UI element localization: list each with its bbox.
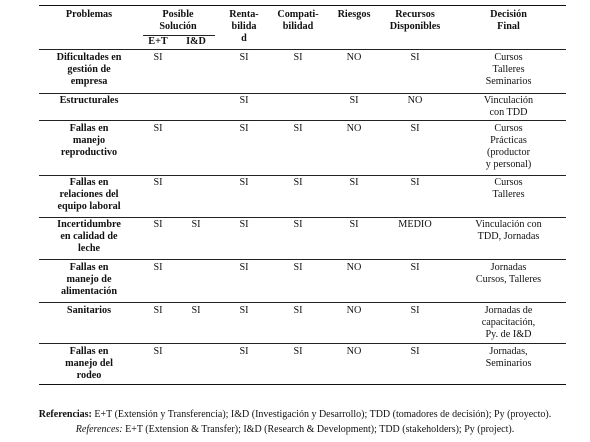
row-rule <box>39 175 566 176</box>
references-en-label: References: <box>75 424 123 435</box>
cell-rentabilidad: SI <box>239 262 249 273</box>
cell-decision: Vinculación con TDD <box>483 95 534 118</box>
cell-compatibilidad: SI <box>293 219 303 230</box>
cell-decision: Vinculación con TDD, Jornadas <box>475 219 542 242</box>
cell-problema: Sanitarios <box>66 305 112 316</box>
cell-recursos: SI <box>410 305 420 316</box>
cell-recursos: MEDIO <box>398 219 432 230</box>
row-rule <box>39 93 566 94</box>
row-rule <box>39 217 566 218</box>
cell-compatibilidad: SI <box>293 123 303 134</box>
cell-rentabilidad: SI <box>239 52 249 63</box>
references-es-label: Referencias: <box>38 409 92 420</box>
cell-et: SI <box>153 123 163 134</box>
row-rule <box>39 259 566 260</box>
cell-decision: Cursos Prácticas (productor y personal) <box>485 123 532 170</box>
cell-id: SI <box>191 305 201 316</box>
table-top-rule <box>39 5 566 6</box>
cell-problema: Fallas en relaciones del equipo laboral <box>57 177 121 212</box>
cell-et: SI <box>153 305 163 316</box>
header-rentabilidad: Renta- bilida d <box>229 9 259 44</box>
row-rule <box>39 343 566 344</box>
cell-recursos: SI <box>410 123 420 134</box>
cell-rentabilidad: SI <box>239 123 249 134</box>
cell-recursos: SI <box>410 346 420 357</box>
cell-rentabilidad: SI <box>239 219 249 230</box>
cell-compatibilidad: SI <box>293 346 303 357</box>
cell-decision: Jornadas de capacitación, Py. de I&D <box>481 305 536 340</box>
references-en-text: E+T (Extension & Transfer); I&D (Research & Development); TDD (stakeholders); Py (project). <box>122 424 515 435</box>
header-bottom-rule <box>39 49 566 50</box>
cell-riesgos: SI <box>349 95 359 106</box>
header-compatibilidad: Compati- bilidad <box>277 9 319 32</box>
decision-table <box>39 5 566 385</box>
cell-riesgos: NO <box>346 262 362 273</box>
cell-riesgos: NO <box>346 305 362 316</box>
cell-compatibilidad: SI <box>293 305 303 316</box>
cell-problema: Fallas en manejo del rodeo <box>65 346 113 381</box>
cell-id: SI <box>191 219 201 230</box>
cell-rentabilidad: SI <box>239 177 249 188</box>
cell-rentabilidad: SI <box>239 305 249 316</box>
references-es-text: E+T (Extensión y Transferencia); I&D (Investigación y Desarrollo); TDD (tomadores de decisión); Py (proyecto). <box>91 409 552 420</box>
references-en <box>0 424 590 436</box>
header-posible-solucion: Posible Solución <box>159 9 197 32</box>
cell-et: SI <box>153 177 163 188</box>
cell-recursos: NO <box>407 95 423 106</box>
cell-et: SI <box>153 262 163 273</box>
cell-riesgos: SI <box>349 219 359 230</box>
header-problemas: Problemas <box>65 9 113 20</box>
cell-decision: Cursos Talleres <box>492 177 525 200</box>
header-riesgos: Riesgos <box>337 9 371 20</box>
cell-riesgos: NO <box>346 346 362 357</box>
cell-rentabilidad: SI <box>239 346 249 357</box>
cell-et: SI <box>153 346 163 357</box>
cell-problema: Fallas en manejo de alimentación <box>60 262 118 297</box>
row-rule <box>39 120 566 121</box>
header-et: E+T <box>148 36 168 47</box>
cell-riesgos: SI <box>349 177 359 188</box>
cell-problema: Dificultades en gestión de empresa <box>56 52 122 87</box>
cell-rentabilidad: SI <box>239 95 249 106</box>
cell-problema: Incertidumbre en calidad de leche <box>57 219 121 254</box>
cell-compatibilidad: SI <box>293 262 303 273</box>
cell-et: SI <box>153 219 163 230</box>
row-rule <box>39 302 566 303</box>
header-decision: Decisión Final <box>490 9 527 32</box>
table-bottom-rule <box>39 384 566 385</box>
cell-decision: Jornadas Cursos, Talleres <box>475 262 542 285</box>
cell-et: SI <box>153 52 163 63</box>
cell-decision: Cursos Talleres Seminarios <box>485 52 532 87</box>
cell-recursos: SI <box>410 262 420 273</box>
cell-decision: Jornadas, Seminarios <box>485 346 532 369</box>
cell-problema: Estructurales <box>59 95 119 106</box>
header-id: I&D <box>186 36 206 47</box>
cell-compatibilidad: SI <box>293 52 303 63</box>
cell-recursos: SI <box>410 52 420 63</box>
header-recursos: Recursos Disponibles <box>389 9 441 32</box>
cell-compatibilidad: SI <box>293 177 303 188</box>
references-es <box>0 409 590 421</box>
cell-riesgos: NO <box>346 52 362 63</box>
cell-problema: Fallas en manejo reproductivo <box>60 123 118 158</box>
cell-recursos: SI <box>410 177 420 188</box>
cell-riesgos: NO <box>346 123 362 134</box>
